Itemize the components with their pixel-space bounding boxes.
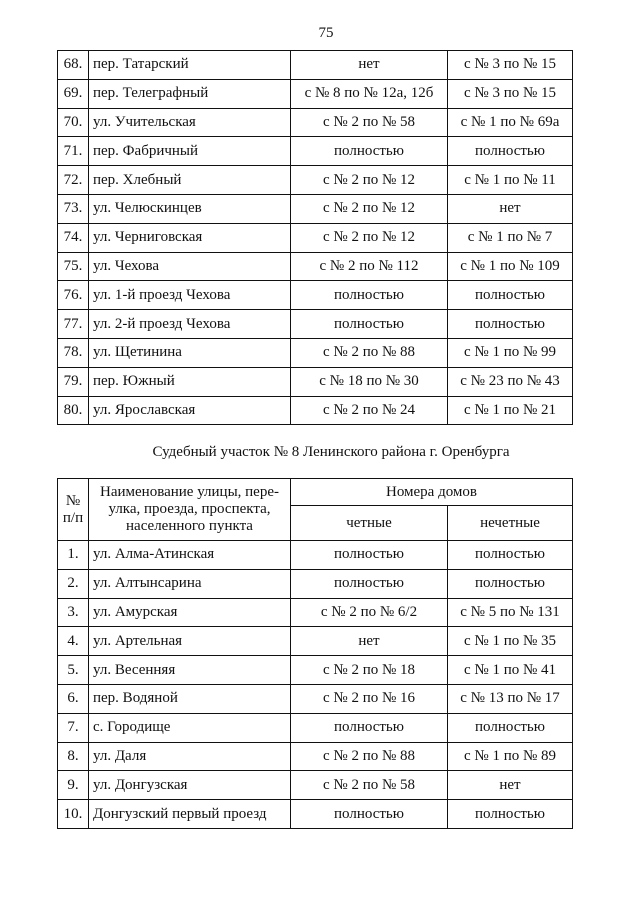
number-column-header [58, 479, 89, 541]
street-name: ул. Ярославская [89, 396, 291, 425]
street-name: ул. Амурская [89, 598, 291, 627]
odd-houses: полностью [448, 310, 573, 339]
even-houses: с № 2 по № 6/2 [291, 598, 448, 627]
row-number: 1. [58, 541, 89, 570]
table-row [58, 800, 573, 829]
even-houses: нет [291, 51, 448, 80]
odd-houses: полностью [448, 569, 573, 598]
odd-houses: с № 1 по № 7 [448, 223, 573, 252]
row-number: 68. [58, 51, 89, 80]
street-name: Донгузский первый проезд [89, 800, 291, 829]
row-number: 7. [58, 713, 89, 742]
even-houses: с № 2 по № 58 [291, 771, 448, 800]
row-number: 76. [58, 281, 89, 310]
street-name: пер. Хлебный [89, 166, 291, 195]
court-district-8-street-table [57, 478, 573, 829]
table-row [58, 310, 573, 339]
name-header-line: Наименование улицы, пере- [100, 484, 279, 500]
odd-houses: с № 1 по № 89 [448, 742, 573, 771]
row-number: 77. [58, 310, 89, 339]
odd-houses: полностью [448, 713, 573, 742]
page-number: 75 [318, 25, 334, 41]
table-row [58, 541, 573, 570]
odd-houses: полностью [448, 800, 573, 829]
even-houses: с № 2 по № 16 [291, 684, 448, 713]
even-houses: с № 2 по № 88 [291, 338, 448, 367]
even-houses: с № 18 по № 30 [291, 367, 448, 396]
even-houses: с № 2 по № 58 [291, 108, 448, 137]
even-houses: полностью [291, 281, 448, 310]
street-name: ул. Черниговская [89, 223, 291, 252]
odd-houses: с № 3 по № 15 [448, 79, 573, 108]
odd-houses: с № 1 по № 109 [448, 252, 573, 281]
row-number: 8. [58, 742, 89, 771]
street-name: пер. Телеграфный [89, 79, 291, 108]
odd-houses: полностью [448, 137, 573, 166]
street-name: ул. Чехова [89, 252, 291, 281]
row-number: 6. [58, 684, 89, 713]
table-row [58, 281, 573, 310]
odd-houses: с № 13 по № 17 [448, 684, 573, 713]
row-number: 2. [58, 569, 89, 598]
name-header-line: населенного пункта [126, 518, 253, 534]
continued-street-table [57, 50, 573, 425]
street-name: ул. Алма-Атинская [89, 541, 291, 570]
table-row [58, 108, 573, 137]
odd-houses: с № 1 по № 21 [448, 396, 573, 425]
odd-houses: с № 1 по № 69а [448, 108, 573, 137]
odd-houses: с № 1 по № 41 [448, 656, 573, 685]
street-name: ул. Артельная [89, 627, 291, 656]
even-houses: с № 2 по № 12 [291, 223, 448, 252]
odd-houses: с № 1 по № 99 [448, 338, 573, 367]
street-name: ул. Челюскинцев [89, 194, 291, 223]
table-row [58, 742, 573, 771]
table-row [58, 338, 573, 367]
odd-houses: с № 23 по № 43 [448, 367, 573, 396]
even-houses: полностью [291, 800, 448, 829]
street-name: ул. Щетинина [89, 338, 291, 367]
even-column-header: четные [291, 506, 448, 541]
row-number: 9. [58, 771, 89, 800]
row-number: 79. [58, 367, 89, 396]
name-column-header [89, 479, 291, 541]
street-name: ул. Донгузская [89, 771, 291, 800]
even-houses: нет [291, 627, 448, 656]
even-houses: с № 2 по № 112 [291, 252, 448, 281]
name-header-line: улка, проезда, проспекта, [108, 501, 271, 517]
row-number: 5. [58, 656, 89, 685]
table-row [58, 79, 573, 108]
row-number: 75. [58, 252, 89, 281]
street-name: ул. Учительская [89, 108, 291, 137]
table-row [58, 598, 573, 627]
street-name: ул. Алтынсарина [89, 569, 291, 598]
table-row [58, 771, 573, 800]
row-number: 78. [58, 338, 89, 367]
table-row [58, 627, 573, 656]
table-row [58, 367, 573, 396]
table-row [58, 396, 573, 425]
even-houses: полностью [291, 541, 448, 570]
odd-houses: полностью [448, 281, 573, 310]
table-row [58, 51, 573, 80]
row-number: 74. [58, 223, 89, 252]
even-houses: с № 2 по № 12 [291, 166, 448, 195]
row-number: 80. [58, 396, 89, 425]
row-number: 73. [58, 194, 89, 223]
table-row [58, 166, 573, 195]
even-houses: полностью [291, 569, 448, 598]
street-name: пер. Татарский [89, 51, 291, 80]
row-number: 3. [58, 598, 89, 627]
odd-houses: нет [448, 194, 573, 223]
street-name: ул. 2-й проезд Чехова [89, 310, 291, 339]
section-title: Судебный участок № 8 Ленинского района г. Оренбурга [152, 444, 510, 460]
even-houses: с № 2 по № 18 [291, 656, 448, 685]
street-name: пер. Водяной [89, 684, 291, 713]
table-row [58, 252, 573, 281]
even-houses: полностью [291, 310, 448, 339]
even-houses: с № 8 по № 12а, 12б [291, 79, 448, 108]
table-row [58, 137, 573, 166]
row-number: 10. [58, 800, 89, 829]
table-row [58, 713, 573, 742]
odd-houses: с № 1 по № 35 [448, 627, 573, 656]
number-header-line: № [65, 492, 81, 509]
odd-houses: с № 5 по № 131 [448, 598, 573, 627]
street-name: пер. Фабричный [89, 137, 291, 166]
odd-houses: с № 3 по № 15 [448, 51, 573, 80]
header-row [58, 479, 573, 506]
even-houses: с № 2 по № 12 [291, 194, 448, 223]
even-houses: полностью [291, 137, 448, 166]
table-row [58, 684, 573, 713]
odd-houses: полностью [448, 541, 573, 570]
row-number: 69. [58, 79, 89, 108]
even-houses: с № 2 по № 24 [291, 396, 448, 425]
row-number: 70. [58, 108, 89, 137]
even-houses: с № 2 по № 88 [291, 742, 448, 771]
street-name: ул. Весенняя [89, 656, 291, 685]
table-row [58, 656, 573, 685]
street-name: ул. Даля [89, 742, 291, 771]
odd-column-header: нечетные [448, 506, 573, 541]
street-name: ул. 1-й проезд Чехова [89, 281, 291, 310]
street-name: с. Городище [89, 713, 291, 742]
house-numbers-header: Номера домов [291, 479, 573, 506]
table-row [58, 223, 573, 252]
row-number: 72. [58, 166, 89, 195]
table-row [58, 569, 573, 598]
even-houses: полностью [291, 713, 448, 742]
odd-houses: нет [448, 771, 573, 800]
street-name: пер. Южный [89, 367, 291, 396]
row-number: 71. [58, 137, 89, 166]
table-row [58, 194, 573, 223]
number-header-line: п/п [62, 509, 84, 526]
odd-houses: с № 1 по № 11 [448, 166, 573, 195]
row-number: 4. [58, 627, 89, 656]
